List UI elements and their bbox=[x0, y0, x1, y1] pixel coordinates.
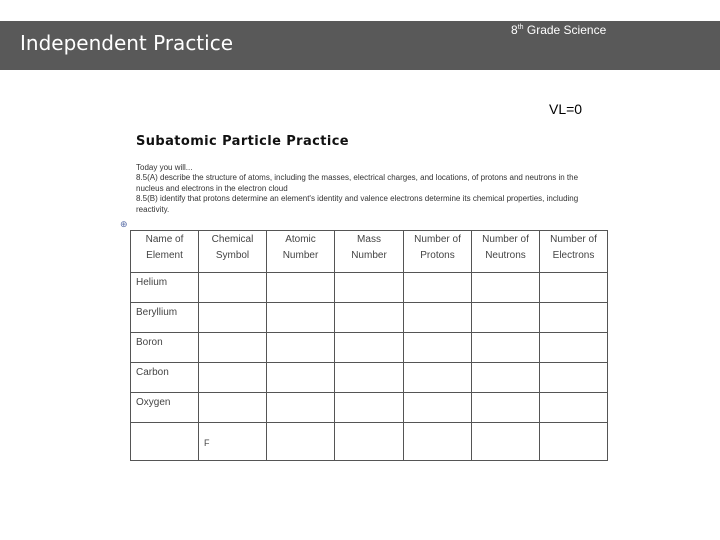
objective-line: Today you will... bbox=[136, 163, 193, 172]
course-grade-number: 8 bbox=[511, 23, 518, 37]
symbol-cell[interactable] bbox=[199, 393, 267, 423]
atomic-number-cell[interactable] bbox=[267, 423, 335, 461]
symbol-cell[interactable]: F bbox=[199, 423, 267, 461]
protons-cell[interactable] bbox=[404, 273, 472, 303]
protons-cell[interactable] bbox=[404, 333, 472, 363]
mass-number-cell[interactable] bbox=[335, 273, 404, 303]
column-header: Chemical Symbol bbox=[199, 231, 267, 273]
particle-table bbox=[130, 230, 608, 461]
table-row bbox=[131, 393, 608, 423]
objectives-text bbox=[136, 163, 606, 215]
column-header: Mass Number bbox=[335, 231, 404, 273]
table-move-handle-icon[interactable]: ⊕ bbox=[120, 220, 128, 230]
course-subject: Grade Science bbox=[523, 23, 607, 37]
mass-number-cell[interactable] bbox=[335, 333, 404, 363]
table-header-row bbox=[131, 231, 608, 273]
element-name-cell[interactable]: Oxygen bbox=[131, 393, 199, 423]
neutrons-cell[interactable] bbox=[472, 333, 540, 363]
course-grade-superscript: th bbox=[517, 24, 524, 31]
table-row bbox=[131, 273, 608, 303]
electrons-cell[interactable] bbox=[540, 393, 608, 423]
atomic-number-cell[interactable] bbox=[267, 393, 335, 423]
electrons-cell[interactable] bbox=[540, 333, 608, 363]
neutrons-cell[interactable] bbox=[472, 303, 540, 333]
protons-cell[interactable] bbox=[404, 363, 472, 393]
column-header: Number of Neutrons bbox=[472, 231, 540, 273]
neutrons-cell[interactable] bbox=[472, 363, 540, 393]
neutrons-cell[interactable] bbox=[472, 393, 540, 423]
mass-number-cell[interactable] bbox=[335, 423, 404, 461]
column-header: Atomic Number bbox=[267, 231, 335, 273]
electrons-cell[interactable] bbox=[540, 363, 608, 393]
course-label bbox=[511, 23, 606, 37]
neutrons-cell[interactable] bbox=[472, 273, 540, 303]
element-name-cell[interactable]: Helium bbox=[131, 273, 199, 303]
worksheet-title: Subatomic Particle Practice bbox=[136, 134, 350, 149]
table-row bbox=[131, 363, 608, 393]
electrons-cell[interactable] bbox=[540, 273, 608, 303]
mass-number-cell[interactable] bbox=[335, 393, 404, 423]
protons-cell[interactable] bbox=[404, 423, 472, 461]
column-header: Number of Protons bbox=[404, 231, 472, 273]
symbol-cell[interactable] bbox=[199, 303, 267, 333]
electrons-cell[interactable] bbox=[540, 423, 608, 461]
atomic-number-cell[interactable] bbox=[267, 363, 335, 393]
symbol-cell[interactable] bbox=[199, 363, 267, 393]
slide-title: Independent Practice bbox=[20, 31, 234, 55]
element-name-cell[interactable]: Boron bbox=[131, 333, 199, 363]
table-row bbox=[131, 333, 608, 363]
atomic-number-cell[interactable] bbox=[267, 303, 335, 333]
objective-line: 8.5(A) describe the structure of atoms, including the masses, electrical charges, and locations, of protons and neutrons in the bbox=[136, 173, 579, 183]
protons-cell[interactable] bbox=[404, 393, 472, 423]
table-row bbox=[131, 303, 608, 333]
symbol-cell[interactable] bbox=[199, 333, 267, 363]
table-row bbox=[131, 423, 608, 461]
element-name-cell[interactable] bbox=[131, 423, 199, 461]
element-name-cell[interactable]: Carbon bbox=[131, 363, 199, 393]
atomic-number-cell[interactable] bbox=[267, 273, 335, 303]
electrons-cell[interactable] bbox=[540, 303, 608, 333]
objective-line: 8.5(B) identify that protons determine an element's identity and valence electrons determine its chemical properties, including bbox=[136, 194, 579, 204]
objective-line: nucleus and electrons in the electron cloud bbox=[136, 183, 288, 193]
symbol-cell[interactable] bbox=[199, 273, 267, 303]
atomic-number-cell[interactable] bbox=[267, 333, 335, 363]
mass-number-cell[interactable] bbox=[335, 303, 404, 333]
objective-line: reactivity. bbox=[136, 204, 170, 214]
neutrons-cell[interactable] bbox=[472, 423, 540, 461]
mass-number-cell[interactable] bbox=[335, 363, 404, 393]
protons-cell[interactable] bbox=[404, 303, 472, 333]
column-header: Name of Element bbox=[131, 231, 199, 273]
vl-label: VL=0 bbox=[549, 101, 583, 117]
column-header: Number of Electrons bbox=[540, 231, 608, 273]
element-name-cell[interactable]: Beryllium bbox=[131, 303, 199, 333]
